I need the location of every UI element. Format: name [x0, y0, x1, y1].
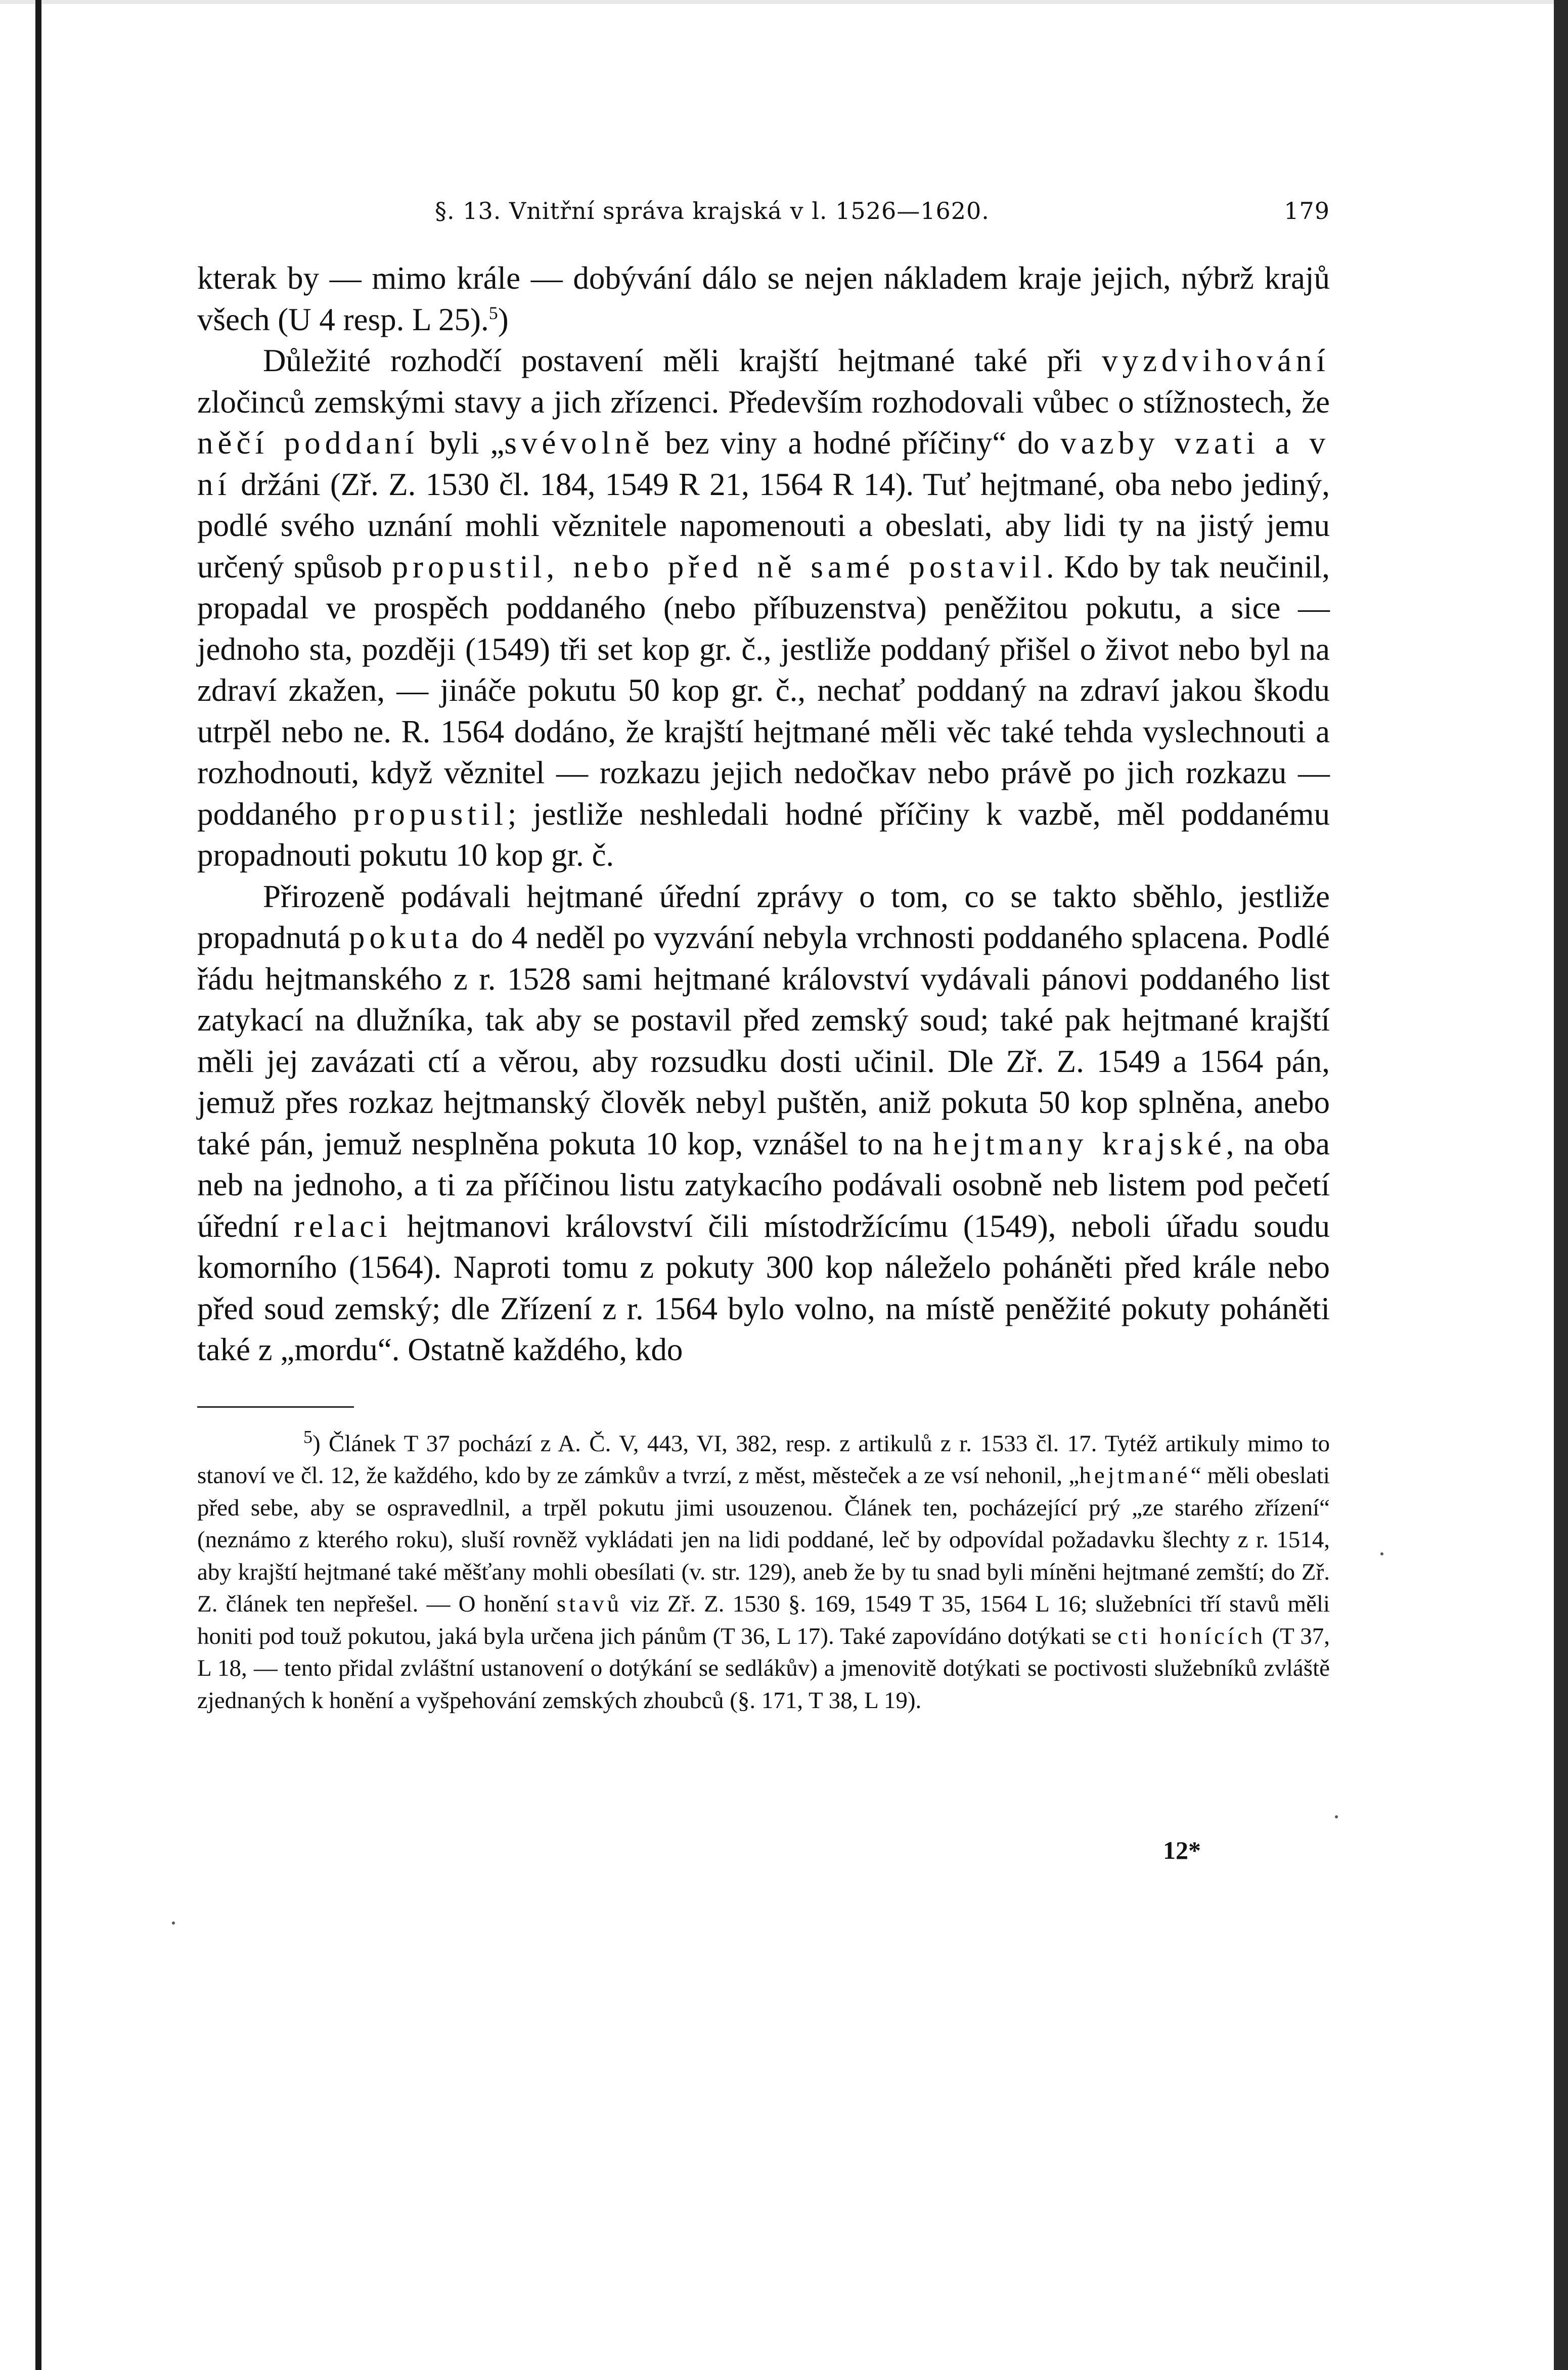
paragraph-3 [197, 876, 1330, 1371]
emphasis-spaced: propustil [353, 796, 508, 832]
text-run: zločinců zemskými stavy a jich zřízenci. Především rozhodovali vůbec o stížnostech, že [197, 384, 1330, 420]
text-run: držáni (Zř. Z. 1530 čl. 184, 1549 R 21, 1564 R 14). Tuť hejtmané, oba nebo jediný, podlé svého uznání mohli věznitele napomenouti a obeslati, aby lidi ty na jistý jemu určený spůsob [197, 466, 1330, 585]
emphasis-spaced: vazby vzati a v ní [197, 425, 1330, 502]
emphasis-spaced: cti honících [1117, 1623, 1266, 1649]
text-run: ) [498, 301, 509, 337]
emphasis-spaced: propustil, nebo před ně samé postavil [392, 549, 1046, 585]
ink-spot [1380, 1552, 1383, 1555]
text-run: ; jestliže neshledali hodné příčiny k vazbě, měl poddanému propadnouti pokutu 10 kop gr. č. [197, 796, 1330, 873]
emphasis-spaced: stavů [556, 1591, 622, 1617]
text-run: kterak by — mimo krále — dobývání dálo se nejen nákladem kraje jejich, nýbrž krajů všech (U 4 resp. L 25). [197, 260, 1330, 337]
paragraph-2 [197, 340, 1330, 876]
emphasis-spaced: hejtmané [1079, 1462, 1191, 1489]
text-run: Přirozeně podávali hejtmané úřední zprávy o tom, co se takto sběhlo, jestliže propadnutá [197, 878, 1330, 955]
text-run: “ měli obeslati před sebe, aby se ospravedlnil, a trpěl pokutu jimi usouzenou. Článek ten, pocházející prý „ze starého zřízení“ (neznámo z kterého roku), sluší rovněž vykládati jen na lidi poddané, leč by odpovídal požadavku šlechty z r. 1514, aby krajští hejtmané také měšťany mohli obesílati (v. str. 129), aneb že by tu snad byli míněni hejtmané zemští; do Zř. Z. článek ten nepřešel. — O honění [197, 1462, 1330, 1617]
footnotes [197, 1428, 1330, 1717]
footnote-5 [197, 1428, 1330, 1717]
text-run: (T 37, L 18, — tento přidal zvláštní ustanovení o dotýkání se sedlákův) a jmenovitě dotýkati se poctivosti služebníků zvláště zjednaných k honění a vyšpehování zemských zhoubců (§. 171, T 38, L 19). [197, 1623, 1330, 1714]
emphasis-spaced: svévolně [504, 425, 654, 461]
ink-spot [1335, 1815, 1338, 1818]
running-head-title: §. 13. Vnitřní správa krajská v l. 1526—1620. [435, 197, 990, 225]
footnote-marker: 5 [303, 1426, 312, 1447]
body-text [197, 258, 1330, 1371]
emphasis-spaced: relaci [293, 1208, 392, 1244]
signature-mark: 12* [1163, 1836, 1201, 1864]
footnote-reference: 5 [488, 302, 498, 323]
footnote-rule [197, 1406, 354, 1408]
text-run: ) Článek T 37 pochází z A. Č. V, 443, VI, 382, resp. z artikulů z r. 1533 čl. 17. Tytéž artikuly mimo to stanoví ve čl. 12, že každého, kdo by ze zámkův a tvrzí, z měst, městeček a ze vsí nehonil, „ [197, 1430, 1330, 1489]
paragraph-1 [197, 258, 1330, 340]
emphasis-spaced: vyzdvihování [1102, 343, 1330, 378]
scan-edge-left [35, 0, 41, 2370]
page-number: 179 [1284, 197, 1330, 225]
emphasis-spaced: něčí poddaní [197, 425, 419, 461]
emphasis-spaced: hejtmany krajské [932, 1126, 1226, 1161]
text-run: Důležité rozhodčí postavení měli krajští hejtmané také při [263, 343, 1102, 378]
ink-spot [172, 1921, 175, 1925]
scan-edge-top [0, 0, 1568, 4]
text-run: hejtmanovi království čili místodržícímu (1549), neboli úřadu soudu komorního (1564). Naproti tomu z pokuty 300 kop náleželo poháněti před krále nebo před soud zemský; dle Zřízení z r. 1564 bylo volno, na místě peněžité pokuty poháněti také z „mordu“. Ostatně každého, kdo [197, 1208, 1330, 1367]
running-head [197, 187, 1330, 243]
text-run: bez viny a hodné příčiny“ do [654, 425, 1061, 461]
scan-edge-right [1554, 0, 1568, 2370]
text-run: byli „ [418, 425, 505, 461]
text-run: do 4 neděl po vyzvání nebyla vrchnosti poddaného splacena. Podlé řádu hejtmanského z r. 1528 sami hejtmané království vydávali pánovi poddaného list zatykací na dlužníka, tak aby se postavil před zemský soud; také pak hejtmané krajští měli jej zavázati ctí a věrou, aby rozsudku dosti učinil. Dle Zř. Z. 1549 a 1564 pán, jemuž přes rozkaz hejtmanský člověk nebyl puštěn, aniž pokuta 50 kop splněna, anebo také pán, jemuž nesplněna pokuta 10 kop, vznášel to na [197, 920, 1330, 1161]
emphasis-spaced: pokuta [349, 920, 463, 955]
book-page [197, 187, 1330, 1717]
text-run: , na oba neb na jednoho, a ti za příčinou listu zatykacího podávali osobně neb listem pod pečetí úřední [197, 1126, 1330, 1244]
text-run: . Kdo by tak neučinil, propadal ve prospěch poddaného (nebo příbuzenstva) peněžitou pokutu, a sice — jednoho sta, později (1549) tři set kop gr. č., jestliže poddaný přišel o život nebo byl na zdraví zkažen, — jináče pokutu 50 kop gr. č., nechať poddaný na zdraví jakou škodu utrpěl nebo ne. R. 1564 dodáno, že krajští hejtmané měli věc také tehda vyslechnouti a rozhodnouti, když věznitel — rozkazu jejich nedočkav nebo právě po jich rozkazu — poddaného [197, 549, 1330, 832]
text-run: viz Zř. Z. 1530 §. 169, 1549 T 35, 1564 L 16; služebníci tří stavů měli honiti pod touž pokutou, jaká byla určena jich pánům (T 36, L 17). Také zapovídáno dotýkati se [197, 1591, 1330, 1649]
